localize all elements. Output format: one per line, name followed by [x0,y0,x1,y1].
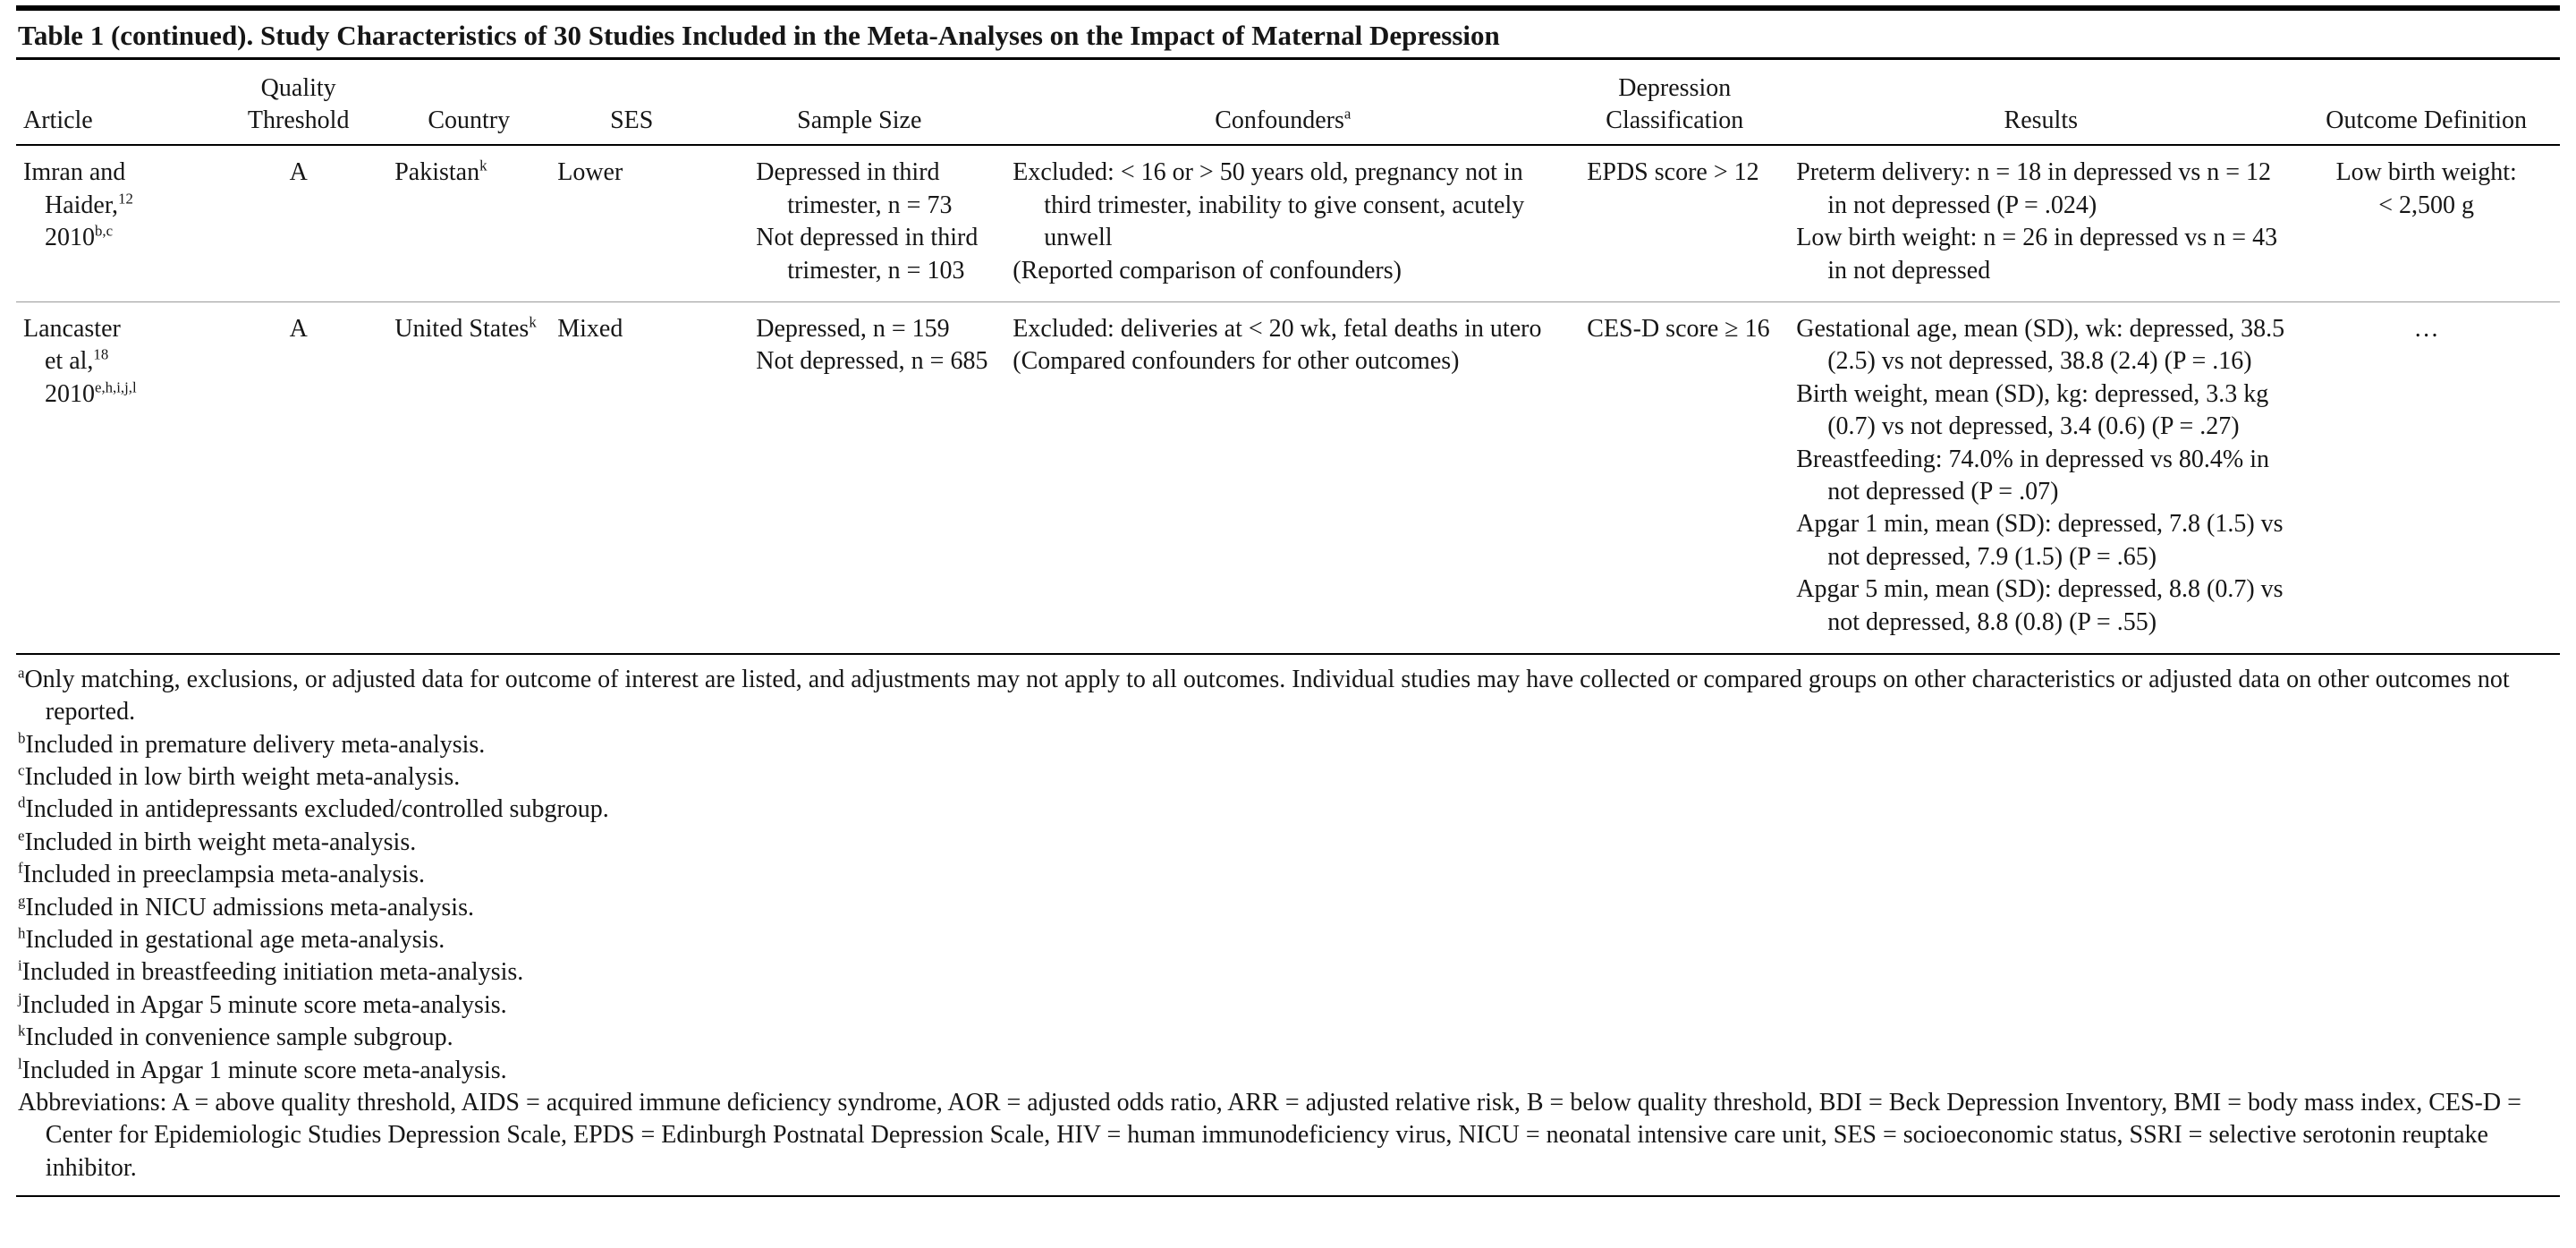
column-header-country: Country [387,60,550,146]
article-name: Lancaster [23,314,121,343]
footnote-marker: g [18,892,26,910]
results-cell [1789,145,2292,301]
quality-threshold-cell: A [209,145,387,301]
outcome-line: Low birth weight: [2335,158,2517,187]
article-cell [16,145,209,301]
column-header-ses: SES [550,60,713,146]
result-entry: Preterm delivery: n = 18 in depressed vs n = 12 in not depressed (P = .024) [1796,158,2272,219]
footnote [18,1022,2558,1054]
sample-size-cell [713,301,1005,652]
column-header-outcome-definition: Outcome Definition [2292,60,2560,146]
footnote-text: Included in preeclampsia meta-analysis. [22,861,425,889]
footnote-superscript: k [479,157,487,175]
ses-cell: Mixed [557,314,623,343]
footnote-marker: b [18,729,26,747]
article-year [23,378,202,411]
column-header-results: Results [1789,60,2292,146]
table-row [16,301,2560,652]
footnote-marker: f [18,859,23,877]
footnote-text: Included in breastfeeding initiation meta-analysis. [21,958,524,987]
footnote [18,729,2558,761]
sample-size-entry: Not depressed, n = 685 [756,347,988,376]
article-cell [16,301,209,652]
footnote [18,761,2558,794]
header-line: Threshold [247,106,350,135]
footnote [18,1055,2558,1087]
footnote-marker: a [18,664,25,682]
confounder-entry: Excluded: < 16 or > 50 years old, pregnancy not in third trimester, inability to give consent, acutely unwell [1013,158,1525,252]
bottom-rule [16,1195,2560,1197]
article-year [23,222,202,254]
column-header-confounders [1005,60,1560,146]
abbreviations-note [18,1087,2558,1184]
footnote-marker: k [18,1022,26,1040]
footnote-text: Included in Apgar 1 minute score meta-analysis. [21,1056,507,1084]
footnote [18,956,2558,989]
footnote [18,924,2558,956]
article-year-text: 2010 [45,379,95,408]
footnote-marker: h [18,924,26,942]
header-text: Confounders [1215,106,1344,135]
ses-cell: Lower [550,145,713,301]
confounder-entry: (Reported comparison of confounders) [1013,256,1402,284]
outcome-line: … [2413,314,2439,343]
quality-threshold-cell: A [289,314,308,343]
column-header-article: Article [16,60,209,146]
footnote-superscript: k [529,313,537,331]
citation-superscript: 12 [118,190,133,208]
results-cell [1789,301,2292,652]
column-header-quality-threshold [209,60,387,146]
outcome-line: < 2,500 g [2378,191,2475,219]
column-header-sample-size: Sample Size [713,60,1005,146]
footnote [18,859,2558,891]
confounder-entry: (Compared confounders for other outcomes) [1013,347,1460,376]
footnote-text: Included in birth weight meta-analysis. [24,828,417,856]
country-text: Pakistan [394,158,480,187]
table-body [16,145,2560,652]
footnote [18,989,2558,1022]
footnote-marker: j [18,989,22,1007]
result-entry: Breastfeeding: 74.0% in depressed vs 80.4% in not depressed (P = .07) [1796,445,2270,505]
footnote-text: Abbreviations: A = above quality threshold, AIDS = acquired immune deficiency syndrome, AOR = adjusted odds ratio, ARR = adjusted relative risk, B = below quality threshold, BDI = Beck Depression Inventory, BMI = body mass index, CES-D = Center for Epidemiologic Studies Depression Scale, EPDS = Edinburgh Postnatal Depression Scale, HIV = human immunodeficiency virus, NICU = neonatal intensive care unit, SES = socioeconomic status, SSRI = selective serotonin reuptake inhibitor. [18,1088,2521,1182]
country-cell [387,145,550,301]
sample-size-entry: Not depressed in third trimester, n = 103 [756,224,979,284]
result-entry: Apgar 1 min, mean (SD): depressed, 7.8 (1.5) vs not depressed, 7.9 (1.5) (P = .65) [1796,510,2284,571]
outcome-definition-cell [2292,145,2560,301]
result-entry: Birth weight, mean (SD), kg: depressed, 3.3 kg (0.7) vs not depressed, 3.4 (0.6) (P = .27) [1796,379,2269,441]
footnote-text: Included in convenience sample subgroup. [25,1023,453,1052]
depression-classification-cell: CES-D score ≥ 16 [1587,314,1770,343]
footnote-text: Included in NICU admissions meta-analysis. [25,893,474,921]
study-characteristics-table [16,60,2560,653]
confounder-entry: Excluded: deliveries at < 20 wk, fetal deaths in utero [1013,314,1542,343]
footnote-text: Included in gestational age meta-analysis. [25,926,445,955]
sample-size-cell [713,145,1005,301]
footnote [18,794,2558,826]
top-rule [16,5,2560,11]
citation-superscript: 18 [93,346,109,364]
footnote-marker: e [18,827,25,845]
confounders-cell [1005,145,1560,301]
footnote-text: Included in premature delivery meta-analysis. [25,730,486,759]
result-entry: Apgar 5 min, mean (SD): depressed, 8.8 (0.7) vs not depressed, 8.8 (0.8) (P = .55) [1796,575,2284,636]
footnote-marker: c [18,761,25,779]
confounders-cell [1005,301,1560,652]
table-row [16,145,2560,301]
result-entry: Low birth weight: n = 26 in depressed vs n = 43 in not depressed [1796,224,2278,284]
footnote [18,827,2558,859]
article-name-continued [23,345,202,378]
column-header-depression-classification [1560,60,1789,146]
table-title: Table 1 (continued). Study Characteristics of 30 Studies Included in the Meta-Analyses on the Impact of Maternal Depression [18,20,1500,51]
article-name: Imran and [23,158,126,187]
footnote [18,892,2558,924]
sample-size-entry: Depressed in third trimester, n = 73 [756,158,953,219]
country-cell [387,301,550,652]
footnote-text: Only matching, exclusions, or adjusted data for outcome of interest are listed, and adjustments may not apply to all outcomes. Individual studies may have collected or compared groups on other characteristics or adjusted data on other outcomes not reported. [24,665,2510,726]
footnote-marker: l [18,1055,22,1073]
footnote-superscript: e,h,i,j,l [95,378,137,396]
outcome-definition-cell [2292,301,2560,652]
footnote-superscript: b,c [95,222,114,240]
depression-classification-cell: EPDS score > 12 [1560,145,1789,301]
article-year-text: 2010 [45,224,95,252]
footnote-text: Included in low birth weight meta-analysis. [24,763,461,792]
footnote [18,664,2558,729]
article-text: Haider, [45,191,119,219]
header-line: Classification [1606,106,1744,135]
article-text: et al, [45,347,94,376]
footnote-text: Included in antidepressants excluded/controlled subgroup. [25,795,609,824]
footnote-marker: d [18,794,26,812]
footnotes-section [16,655,2560,1188]
header-line: Quality [260,73,336,102]
article-name-continued [23,190,202,222]
footnote-superscript: a [1343,105,1352,123]
header-line: Depression [1618,73,1732,102]
country-text: United States [394,314,530,343]
footnote-text: Included in Apgar 5 minute score meta-analysis. [21,990,507,1019]
result-entry: Gestational age, mean (SD), wk: depressed, 38.5 (2.5) vs not depressed, 38.8 (2.4) (P = .16) [1796,314,2285,376]
table-header [16,60,2560,146]
sample-size-entry: Depressed, n = 159 [756,314,950,343]
footnote-marker: i [18,957,22,975]
header-row [16,60,2560,146]
